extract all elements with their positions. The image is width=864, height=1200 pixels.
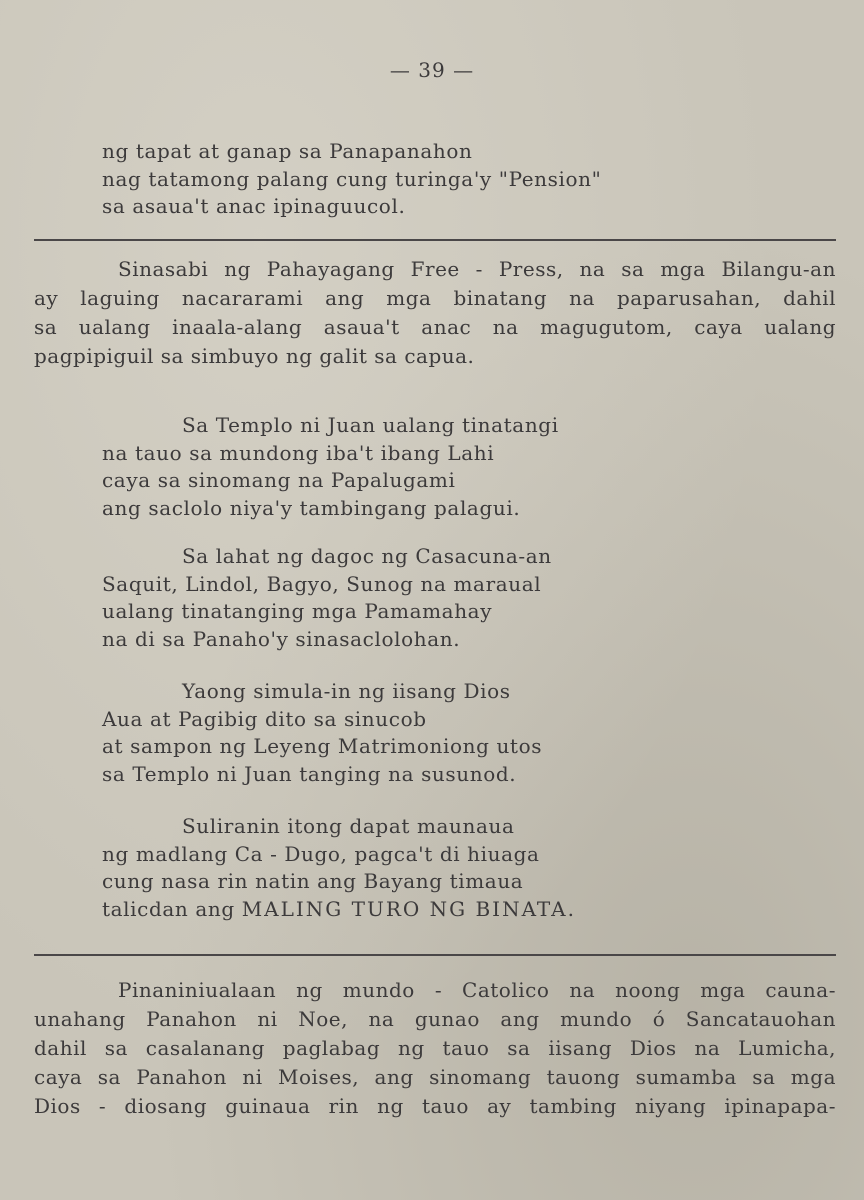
verse-line: Saquit, Lindol, Bagyo, Sunog na maraual xyxy=(102,571,542,596)
verse-line: Suliranin itong dapat maunaua xyxy=(182,814,515,838)
section-divider xyxy=(34,954,836,956)
stanza-3 xyxy=(102,678,542,788)
stanza-4 xyxy=(102,813,576,923)
verse-line: Yaong simula-in ng iisang Dios xyxy=(182,679,511,703)
verse-line: sa asaua't anac ipinaguucol. xyxy=(102,194,406,218)
paragraph-line: Sinasabi ng Pahayagang Free - Press, na sa mga Bilangu-an xyxy=(118,257,836,281)
verse-line: ng tapat at ganap sa Panapanahon xyxy=(102,139,473,163)
verse-line: Sa lahat ng dagoc ng Casacuna-an xyxy=(182,544,552,568)
verse-line: sa Templo ni Juan tanging na susunod. xyxy=(102,761,517,786)
section-divider xyxy=(34,239,836,241)
verse-line: Aua at Pagibig dito sa sinucob xyxy=(102,706,427,731)
paragraph-line: ay laguing nacararami ang mga binatang na paparusahan, dahil xyxy=(34,286,836,310)
paragraph-line: pagpipiguil sa simbuyo ng galit sa capua. xyxy=(34,344,475,368)
verse-line: na di sa Panaho'y sinasaclolohan. xyxy=(102,626,461,651)
paragraph-free-press xyxy=(34,255,836,371)
stanza-2 xyxy=(102,543,552,653)
page-number: — 39 — xyxy=(389,58,475,82)
paragraph-catolico xyxy=(34,976,836,1121)
stanza-1 xyxy=(102,412,559,522)
verse-line xyxy=(102,896,576,924)
verse-line: caya sa sinomang na Papalugami xyxy=(102,468,456,492)
paragraph-line: sa ualang inaala-alang asaua't anac na magugutom, caya ualang xyxy=(34,315,836,339)
verse-line: Sa Templo ni Juan ualang tinatangi xyxy=(182,413,559,437)
paragraph-line: Pinaniniualaan ng mundo - Catolico na noong mga cauna- xyxy=(118,978,836,1002)
verse-line: cung nasa rin natin ang Bayang timaua xyxy=(102,869,524,893)
verse-text: talicdan ang xyxy=(102,896,235,921)
paragraph-line: dahil sa casalanang paglabag ng tauo sa iisang Dios na Lumicha, xyxy=(34,1036,836,1060)
top-stanza xyxy=(102,138,601,221)
verse-line: at sampon ng Leyeng Matrimoniong utos xyxy=(102,734,543,758)
paragraph-line: unahang Panahon ni Noe, na gunao ang mundo ó Sancatauohan xyxy=(34,1007,836,1031)
verse-line: na tauo sa mundong iba't ibang Lahi xyxy=(102,440,495,465)
verse-line: nag tatamong palang cung turinga'y "Pension" xyxy=(102,166,602,191)
verse-line: ualang tinatanging mga Pamamahay xyxy=(102,599,493,623)
paragraph-line: Dios - diosang guinaua rin ng tauo ay tambing niyang ipinapapa- xyxy=(34,1094,836,1118)
verse-caps-title: MALING TURO NG BINATA. xyxy=(241,896,576,921)
paragraph-line: caya sa Panahon ni Moises, ang sinomang tauong sumamba sa mga xyxy=(34,1065,836,1089)
verse-line: ang saclolo niya'y tambingang palagui. xyxy=(102,495,521,520)
verse-line: ng madlang Ca - Dugo, pagca't di hiuaga xyxy=(102,841,540,866)
